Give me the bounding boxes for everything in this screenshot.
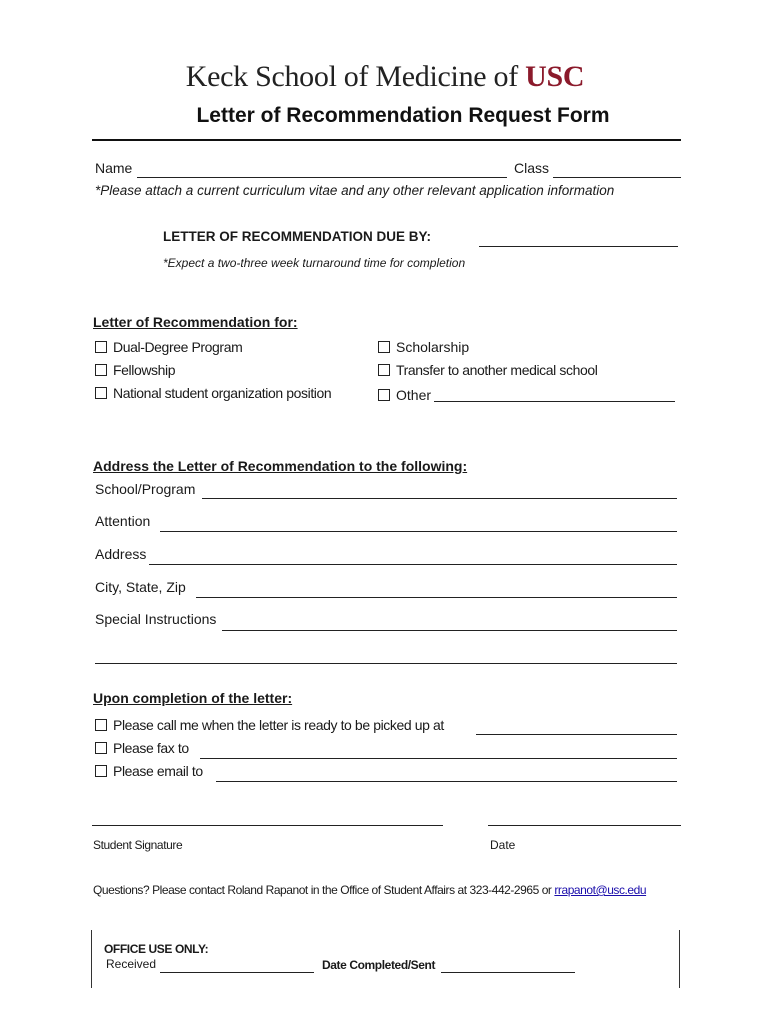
option-dual-degree[interactable] <box>95 339 242 355</box>
logo-usc: USC <box>525 60 585 93</box>
class-label: Class <box>514 160 550 176</box>
signature-date-field[interactable] <box>488 825 681 826</box>
option-scholarship[interactable] <box>378 339 469 355</box>
school-label: School/Program <box>95 481 196 497</box>
school-field[interactable] <box>202 498 677 499</box>
date-completed-field[interactable] <box>441 972 575 973</box>
contact-email-link[interactable]: rrapanot@usc.edu <box>554 883 647 897</box>
logo-text: Keck School of Medicine of <box>185 60 526 93</box>
option-label: Please call me when the letter is ready to be picked up at <box>113 717 444 733</box>
student-signature-label: Student Signature <box>93 838 183 852</box>
signature-date-label: Date <box>490 838 516 852</box>
checkbox[interactable] <box>378 341 390 353</box>
checkbox[interactable] <box>95 387 107 399</box>
attach-note: *Please attach a current curriculum vitae and any other relevant application information <box>95 183 615 198</box>
checkbox[interactable] <box>95 719 107 731</box>
option-label: Please email to <box>113 763 203 779</box>
turnaround-note: *Expect a two-three week turnaround time for completion <box>163 256 466 270</box>
student-signature-field[interactable] <box>92 825 443 826</box>
option-label: Scholarship <box>396 339 470 355</box>
contact-label: Questions? Please contact Roland Rapanot in the Office of Student Affairs at 323-442-2965 or <box>93 883 555 897</box>
checkbox[interactable] <box>95 765 107 777</box>
contact-text <box>93 883 646 897</box>
page-title: Letter of Recommendation Request Form <box>196 104 610 127</box>
title-divider <box>92 139 681 141</box>
checkbox[interactable] <box>378 364 390 376</box>
checkbox[interactable] <box>95 341 107 353</box>
fax-field[interactable] <box>200 758 677 759</box>
special-label: Special Instructions <box>95 611 217 627</box>
school-logo <box>0 60 770 94</box>
class-field[interactable] <box>553 177 681 178</box>
option-label: Transfer to another medical school <box>396 362 598 378</box>
address-field[interactable] <box>149 564 677 565</box>
attention-label: Attention <box>95 513 151 529</box>
call-field[interactable] <box>476 734 677 735</box>
option-label: Other <box>396 387 432 403</box>
address-heading: Address the Letter of Recommendation to the following: <box>93 458 468 474</box>
attention-field[interactable] <box>160 531 677 532</box>
completion-heading: Upon completion of the letter: <box>93 690 293 706</box>
option-label: Fellowship <box>113 362 176 378</box>
option-label: Please fax to <box>113 740 189 756</box>
option-other[interactable] <box>378 387 431 403</box>
office-box-left-border <box>91 930 92 988</box>
option-national-org[interactable] <box>95 385 331 401</box>
option-transfer[interactable] <box>378 362 597 378</box>
due-date-field[interactable] <box>479 246 678 247</box>
office-box-right-border <box>679 930 680 988</box>
option-label: Dual-Degree Program <box>113 339 243 355</box>
option-fax[interactable] <box>95 740 189 756</box>
received-field[interactable] <box>160 972 314 973</box>
city-label: City, State, Zip <box>95 579 186 595</box>
option-email[interactable] <box>95 763 203 779</box>
option-fellowship[interactable] <box>95 362 175 378</box>
special-field-line-2[interactable] <box>95 663 677 664</box>
address-label: Address <box>95 546 147 562</box>
email-field[interactable] <box>216 781 677 782</box>
option-call[interactable] <box>95 717 444 733</box>
date-completed-label: Date Completed/Sent <box>322 958 436 972</box>
city-field[interactable] <box>196 597 677 598</box>
checkbox[interactable] <box>378 389 390 401</box>
name-field[interactable] <box>137 177 507 178</box>
office-heading: OFFICE USE ONLY: <box>104 942 209 956</box>
name-label: Name <box>95 160 133 176</box>
due-label: LETTER OF RECOMMENDATION DUE BY: <box>163 229 431 244</box>
other-field[interactable] <box>434 401 675 402</box>
option-label: National student organization position <box>113 385 332 401</box>
received-label: Received <box>106 957 157 971</box>
purpose-heading: Letter of Recommendation for: <box>93 314 298 330</box>
checkbox[interactable] <box>95 742 107 754</box>
special-field[interactable] <box>222 630 677 631</box>
checkbox[interactable] <box>95 364 107 376</box>
